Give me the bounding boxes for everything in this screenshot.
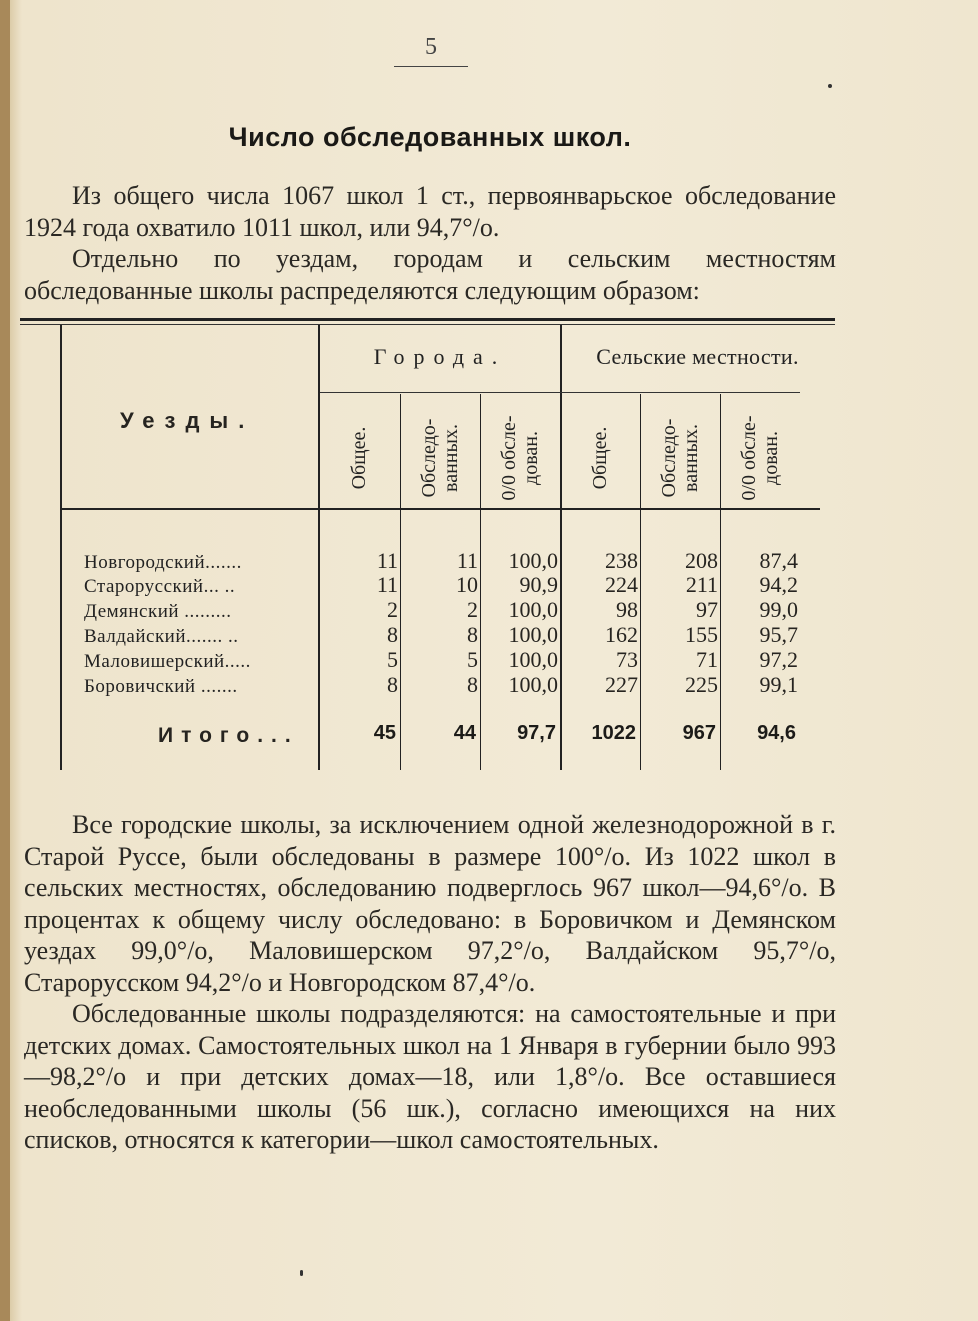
body-paragraph-1: Все городские школы, за исключением одной железнодорожной в г. Старой Руссе, были обследованы в размере 100°/о. Из 1022 школ в сельских местностях, обследованию подверглось 967 школ—94,6°/о. В процентах к общему числу обследовано: в Боровичком и Демянском уездах 99,0°/о, Маловишерском 97,2°/о, Валдайском 95,7°/о, Старорусском 94,2°/о и Новгородском 87,4°/о. — [24, 810, 836, 997]
rural-surveyed-cell: 211 — [685, 572, 718, 597]
total-rural-total: 1022 — [591, 722, 636, 744]
intro-paragraph-2: Отдельно по уездам, городам и сельским местностям обследованные школы распределяются следующим образом: — [24, 244, 836, 305]
ink-speck — [828, 84, 832, 88]
total-towns-surveyed: 44 — [453, 722, 476, 744]
ink-speck — [300, 1270, 303, 1276]
col-header-towns-surveyed: Обследо- ванных. — [418, 418, 462, 498]
intro-paragraph-1: Из общего числа 1067 школ 1 ст., первоянварьское обследование 1924 года охватило 1011 школ, или 94,7°/о. — [24, 181, 836, 242]
towns-total-cell: 5 — [387, 647, 398, 672]
row-name: Валдайский....... .. — [84, 626, 239, 647]
book-spine — [0, 0, 10, 1321]
rural-total-cell: 98 — [616, 597, 638, 622]
towns-percent-cell: 100,0 — [508, 672, 558, 697]
rural-surveyed-cell: 208 — [685, 548, 718, 573]
rural-total-cell: 224 — [605, 572, 638, 597]
rural-percent-cell: 99,0 — [759, 597, 798, 622]
total-rural-surveyed: 967 — [682, 722, 716, 744]
col-header-towns-percent: 0/0 обсле- дован. — [498, 415, 542, 501]
header-towns: Города. — [373, 344, 507, 369]
intro-paragraphs — [24, 180, 836, 306]
rural-percent-cell: 87,4 — [759, 548, 798, 573]
towns-total-cell: 2 — [387, 597, 398, 622]
table-top-rule-thin — [20, 324, 835, 325]
towns-surveyed-cell: 2 — [467, 597, 478, 622]
total-rural-percent: 94,6 — [757, 722, 796, 744]
header-uezd: Уезды. — [120, 408, 255, 433]
total-label: Итого... — [158, 724, 299, 747]
total-towns-total: 45 — [373, 722, 396, 744]
rural-surveyed-cell: 155 — [685, 622, 718, 647]
body-paragraph-2: Обследованные школы подразделяются: на самостоятельные и при детских домах. Самостоятельных школ на 1 Января в губернии было 993—98,2°/о и при детских домах—18, или 1,8°/о. Все оставшиеся необследованными школы (56 шк.), согласно имеющихся на них списков, относятся к категории—школ самостоятельных. — [24, 999, 836, 1154]
towns-percent-cell: 100,0 — [508, 622, 558, 647]
towns-surveyed-cell: 8 — [467, 672, 478, 697]
total-towns-percent: 97,7 — [517, 722, 556, 744]
rural-surveyed-cell: 225 — [685, 672, 718, 697]
rural-percent-cell: 94,2 — [759, 572, 798, 597]
header-rural: Сельские местности. — [596, 344, 799, 369]
table-top-rule — [20, 318, 835, 321]
row-name: Старорусский... .. — [84, 576, 236, 597]
towns-percent-cell: 100,0 — [508, 597, 558, 622]
rural-total-cell: 238 — [605, 548, 638, 573]
rural-percent-cell: 95,7 — [759, 622, 798, 647]
col-header-rural-total: Общее. — [589, 426, 611, 490]
rural-surveyed-cell: 71 — [696, 647, 718, 672]
row-name: Новгородский....... — [84, 552, 242, 573]
towns-percent-cell: 100,0 — [508, 548, 558, 573]
row-name: Боровичский ....... — [84, 676, 238, 697]
col-divider-left — [60, 325, 62, 770]
towns-total-cell: 8 — [387, 622, 398, 647]
rural-percent-cell: 99,1 — [759, 672, 798, 697]
rural-surveyed-cell: 97 — [696, 597, 718, 622]
towns-total-cell: 11 — [376, 548, 398, 573]
towns-total-cell: 8 — [387, 672, 398, 697]
towns-percent-cell: 90,9 — [519, 572, 558, 597]
rural-total-cell: 162 — [605, 622, 638, 647]
schools-table — [20, 318, 835, 770]
towns-surveyed-cell: 10 — [456, 572, 478, 597]
page-number: 5 — [425, 34, 437, 60]
rural-percent-cell: 97,2 — [759, 647, 798, 672]
towns-surveyed-cell: 11 — [456, 548, 478, 573]
section-heading: Число обследованных школ. — [228, 122, 632, 152]
col-header-towns-total: Общее. — [348, 426, 370, 490]
col-header-rural-surveyed: Обследо- ванных. — [658, 418, 702, 498]
towns-surveyed-cell: 8 — [467, 622, 478, 647]
towns-total-cell: 11 — [376, 572, 398, 597]
row-name: Демянский ......... — [84, 601, 232, 622]
towns-surveyed-cell: 5 — [467, 647, 478, 672]
body-paragraphs — [24, 809, 836, 1156]
group-header-rule — [320, 392, 800, 393]
rural-total-cell: 73 — [616, 647, 638, 672]
col-header-rural-percent: 0/0 обсле- дован. — [738, 415, 782, 501]
towns-percent-cell: 100,0 — [508, 647, 558, 672]
page-number-rule — [394, 66, 468, 67]
row-name: Маловишерский..... — [84, 651, 251, 672]
rural-total-cell: 227 — [605, 672, 638, 697]
